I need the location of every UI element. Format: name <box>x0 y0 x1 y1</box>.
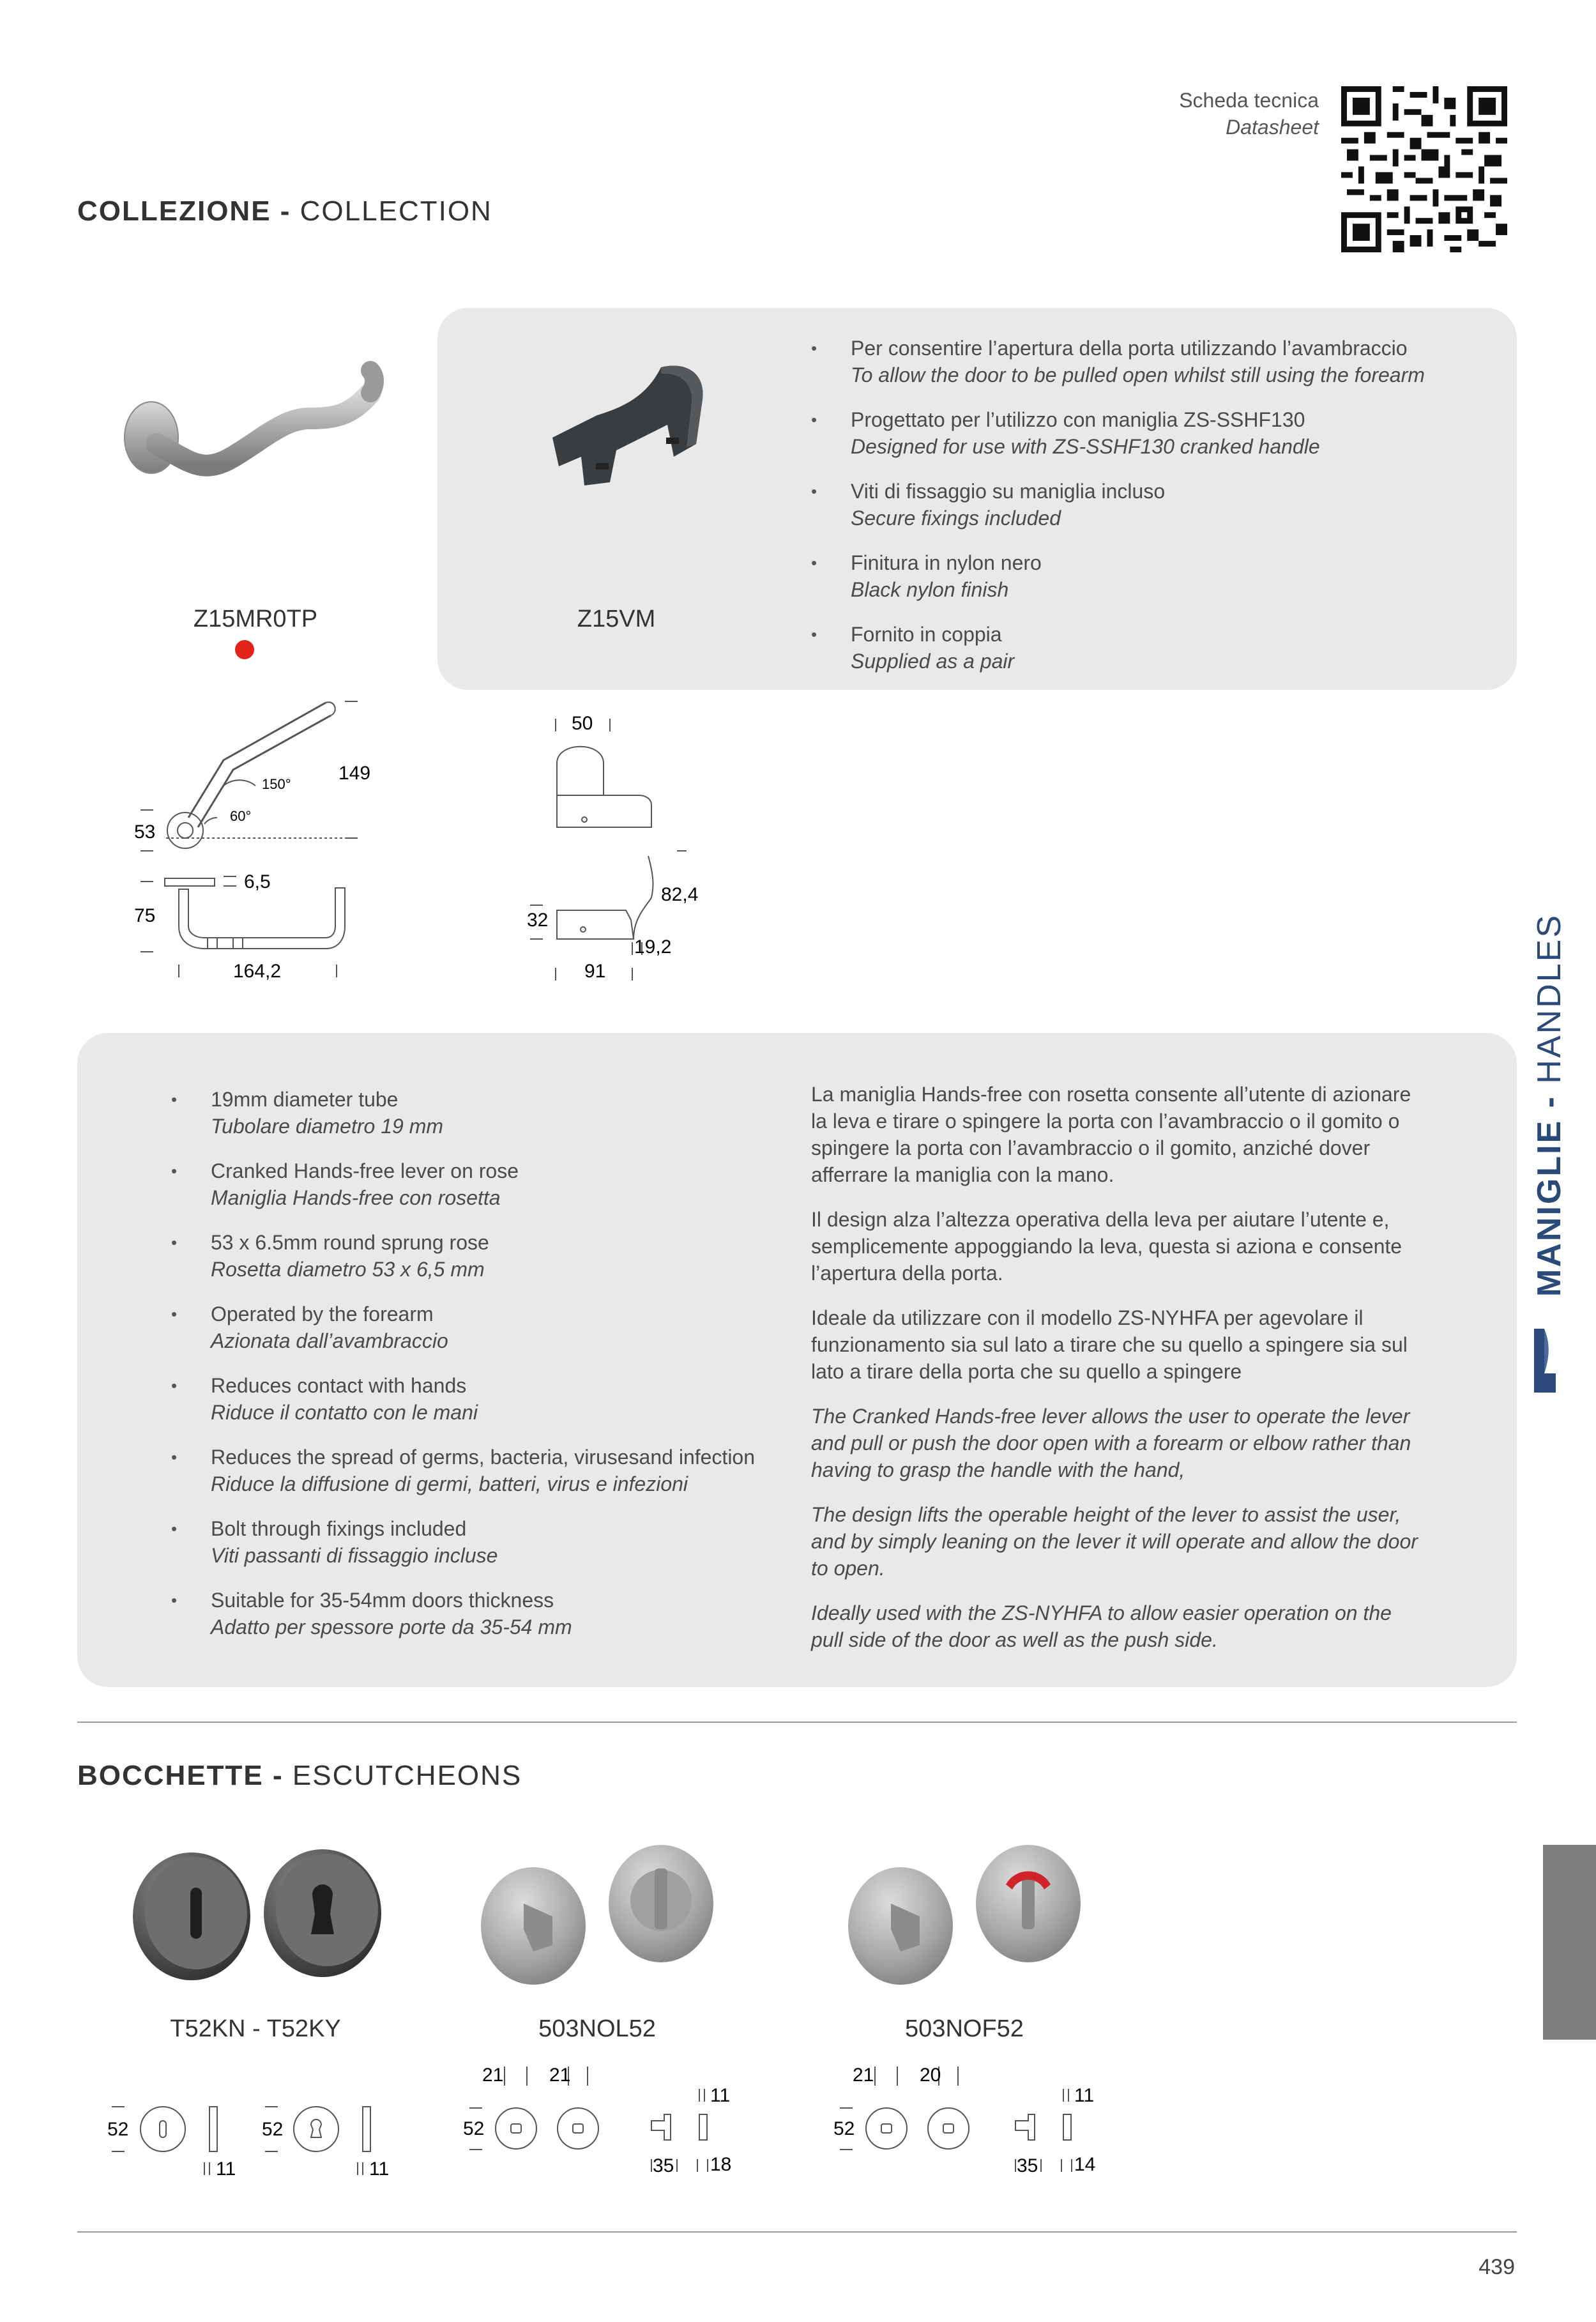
dim-thickness: 11 <box>369 2158 390 2180</box>
escutcheon-wc-indicator-drawing <box>830 2057 1124 2185</box>
dim-angle-60: 60° <box>230 808 252 824</box>
datasheet-label-it: Scheda tecnica <box>1179 89 1319 112</box>
escutcheons-title-light: ESCUTCHEONS <box>292 1760 522 1791</box>
dim-b: 20 <box>920 2065 941 2086</box>
dim-height: 82,4 <box>661 884 699 905</box>
product-code-main: Z15MR0TP <box>193 606 318 632</box>
escutcheons-title <box>77 1760 522 1792</box>
dim-b: 21 <box>549 2065 571 2086</box>
description-paragraph: The design lifts the operable height of the lever to assist the user, and by simply leaning on the lever it will operate and allow the door to open. <box>811 1503 1418 1580</box>
list-item: • Bolt through fixings included Viti passanti di fissaggio incluse <box>171 1515 797 1569</box>
collection-title-bold: COLLEZIONE - <box>77 195 300 227</box>
dim-p: 35 <box>653 2155 674 2176</box>
datasheet-label <box>1179 87 1319 141</box>
escutcheon-wc-indicator-photo <box>843 1840 1086 1993</box>
nylon-accessory-photo <box>540 355 718 489</box>
accessory-feature-list <box>811 335 1501 692</box>
side-section-label <box>1530 913 1569 1297</box>
side-label-light: HANDLES <box>1531 913 1568 1084</box>
list-item: • 19mm diameter tube Tubolare diametro 19 mm <box>171 1086 797 1140</box>
dim-width: 50 <box>572 713 593 734</box>
footer-divider <box>77 2231 1517 2233</box>
dim-a: 21 <box>853 2065 874 2086</box>
escutcheon-key-photo <box>125 1840 393 1987</box>
collection-title <box>77 195 492 227</box>
list-item: • Reduces contact with hands Riduce il contatto con le mani <box>171 1372 797 1426</box>
dim-a: 21 <box>482 2065 504 2086</box>
dim-side: 32 <box>527 910 549 931</box>
escutcheon-code: 503NOL52 <box>538 2015 656 2042</box>
dim-diameter: 52 <box>107 2119 129 2140</box>
description-paragraph: Il design alza l’altezza operativa della leva per aiutare l’utente e, semplicemente appoggiando la leva, questa si aziona e consente l’apertura della porta. <box>811 1208 1402 1285</box>
page-edge-tab <box>1543 1845 1596 2040</box>
list-item: • Viti di fissaggio su maniglia incluso Secure fixings included <box>811 478 1501 531</box>
dim-diameter: 52 <box>463 2118 485 2139</box>
description-paragraph: Ideale da utilizzare con il modello ZS-NYHFA per agevolare il funzionamento sia sul lato a tirare che su quello a spingere sia sul lato a tirare della porta che su quello a spingere <box>811 1306 1408 1383</box>
section-divider <box>77 1722 1517 1723</box>
list-item: • Operated by the forearm Azionata dall’avambraccio <box>171 1301 797 1354</box>
datasheet-label-en: Datasheet <box>1226 116 1319 139</box>
list-item: • Cranked Hands-free lever on rose Maniglia Hands-free con rosetta <box>171 1157 797 1211</box>
dim-length: 164,2 <box>233 961 282 982</box>
lever-handle-photo <box>118 348 399 514</box>
dim-height: 149 <box>338 763 371 784</box>
dim-thickness: 11 <box>1074 2085 1095 2106</box>
lever-technical-drawing <box>128 690 447 997</box>
dim-depth: 19,2 <box>634 936 672 958</box>
dim-q: 18 <box>710 2154 732 2175</box>
status-dot <box>235 640 254 659</box>
dim-diameter: 52 <box>833 2118 855 2139</box>
dim-projection: 75 <box>134 905 156 926</box>
dim-length: 91 <box>584 961 606 982</box>
dim-p: 35 <box>1017 2155 1038 2176</box>
escutcheon-wc-lock-drawing <box>460 2057 754 2185</box>
escutcheon-code: T52KN - T52KY <box>170 2015 341 2042</box>
description-paragraph: Ideally used with the ZS-NYHFA to allow easier operation on the pull side of the door as well as the push side. <box>811 1601 1392 1651</box>
dim-diameter: 52 <box>262 2119 284 2140</box>
dim-angle-150: 150° <box>262 776 291 792</box>
product-description <box>811 1081 1424 1671</box>
list-item: • Progettato per l’utilizzo con maniglia ZS-SSHF130 Designed for use with ZS-SSHF130 cranked handle <box>811 406 1501 460</box>
escutcheons-title-bold: BOCCHETTE - <box>77 1760 293 1791</box>
dim-rose: 53 <box>134 821 156 843</box>
escutcheon-wc-lock-photo <box>476 1840 718 1993</box>
dim-thickness: 11 <box>216 2158 236 2180</box>
dim-thickness: 11 <box>710 2085 731 2106</box>
dim-q: 14 <box>1074 2154 1096 2175</box>
escutcheon-code: 503NOF52 <box>905 2015 1024 2042</box>
list-item: • Reduces the spread of germs, bacteria, virusesand infection Riduce la diffusione di germi, batteri, virus e infezioni <box>171 1444 797 1497</box>
list-item: • Finitura in nylon nero Black nylon finish <box>811 549 1501 603</box>
brand-logo-icon <box>1531 1329 1557 1393</box>
qr-code-icon[interactable] <box>1341 86 1507 252</box>
description-paragraph: La maniglia Hands-free con rosetta consente all’utente di azionare la leva e tirare o spingere la porta con l’avambraccio o il gomito o spingere la porta con l’avambraccio o il gomito, anziché dover afferrare la maniglia con la mano. <box>811 1083 1411 1186</box>
dim-thickness: 6,5 <box>244 871 271 892</box>
escutcheon-key-drawing <box>102 2057 409 2185</box>
page-number: 439 <box>1478 2255 1515 2279</box>
side-label-bold: MANIGLIE - <box>1531 1083 1568 1297</box>
list-item: • Per consentire l’apertura della porta utilizzando l’avambraccio To allow the door to be pulled open whilst still using the forearm <box>811 335 1501 388</box>
list-item: • Suitable for 35-54mm doors thickness Adatto per spessore porte da 35-54 mm <box>171 1587 797 1640</box>
collection-title-light: COLLECTION <box>300 195 492 227</box>
main-feature-list <box>171 1086 797 1658</box>
description-paragraph: The Cranked Hands-free lever allows the user to operate the lever and pull or push the door open with a forearm or elbow rather than having to grasp the handle with the hand, <box>811 1405 1411 1481</box>
list-item: • 53 x 6.5mm round sprung rose Rosetta diametro 53 x 6,5 mm <box>171 1229 797 1283</box>
product-code-accessory: Z15VM <box>577 606 656 632</box>
list-item: • Fornito in coppia Supplied as a pair <box>811 621 1501 675</box>
accessory-technical-drawing <box>517 706 709 993</box>
